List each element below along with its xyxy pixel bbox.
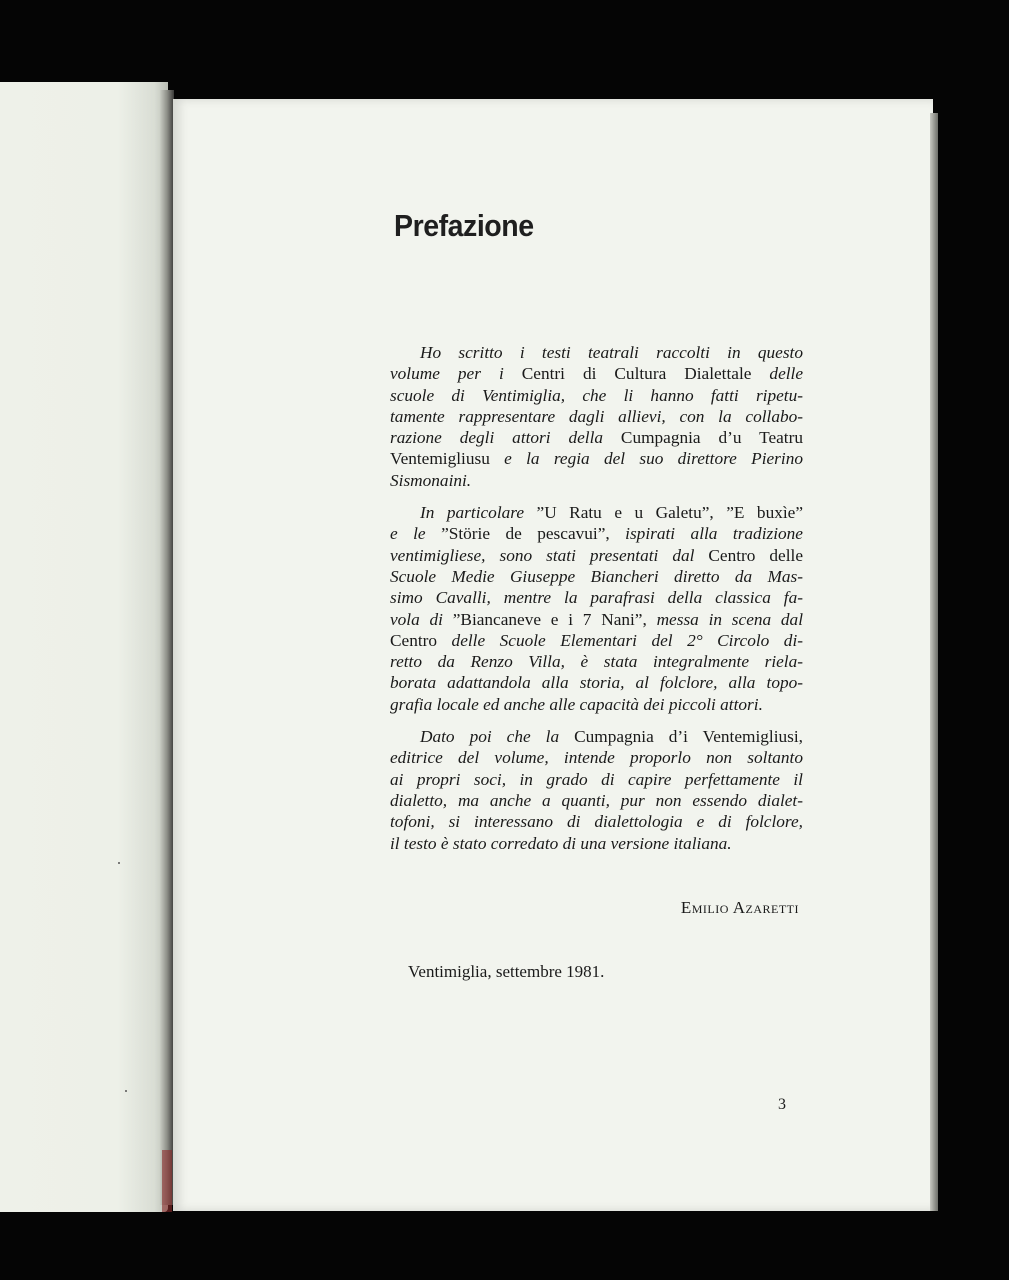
- ink-speck: [125, 1090, 127, 1092]
- text-segment: Centro: [390, 630, 452, 650]
- page-number: 3: [778, 1096, 786, 1113]
- page-edge: [930, 113, 938, 1211]
- book-gutter: [160, 90, 174, 1205]
- text-segment: dialetto, ma anche a quanti, pur non essendo dialet-: [390, 790, 803, 810]
- text-segment: e le: [390, 524, 442, 544]
- text-segment: grafia locale ed anche alle capacità dei piccoli attori.: [390, 694, 763, 714]
- text-segment: Ho scritto i testi teatrali raccolti in questo: [420, 343, 803, 362]
- text-segment: vola di: [390, 609, 453, 629]
- text-segment: volume per i: [390, 364, 522, 384]
- preface-paragraph: [390, 342, 803, 491]
- text-segment: ”U Ratu e u Galetu”, ”E buxìe”: [536, 503, 803, 523]
- author-signature: Emilio Azaretti: [680, 898, 799, 917]
- text-segment: e la regia del suo direttore Pierino: [504, 449, 803, 469]
- text-line: [390, 833, 803, 854]
- text-segment: scuole di Ventimiglia, che li hanno fatti ripetu-: [390, 385, 803, 405]
- text-segment: tofoni, si interessano di dialettologia e di folclore,: [390, 812, 803, 832]
- text-segment: messa in scena dal: [656, 609, 804, 629]
- text-segment: ispirati alla tradizione: [625, 524, 803, 544]
- text-line: [390, 747, 803, 768]
- text-segment: delle Scuole Elementari del 2° Circolo di-: [451, 630, 803, 650]
- text-line: [390, 651, 803, 672]
- text-line: [390, 630, 803, 651]
- text-segment: ”Störie de pescavui”,: [441, 524, 626, 544]
- text-segment: ”Biancaneve e i 7 Nani”,: [452, 609, 657, 629]
- text-segment: simo Cavalli, mentre la parafrasi della classica fa-: [390, 588, 803, 608]
- text-segment: ventimigliese, sono stati presentati dal: [390, 545, 709, 565]
- text-line: [390, 790, 803, 811]
- text-segment: Centri di Cultura Dialettale: [521, 364, 770, 384]
- text-line: [390, 470, 803, 491]
- text-segment: Scuole Medie Giuseppe Biancheri diretto da Mas-: [390, 566, 803, 586]
- text-segment: razione degli attori della: [390, 428, 621, 448]
- text-line: [390, 502, 803, 523]
- preface-paragraph: [390, 502, 803, 715]
- page-title: Prefazione: [394, 208, 534, 243]
- text-segment: retto da Renzo Villa, è stata integralmente riela-: [390, 652, 803, 672]
- text-line: [390, 609, 803, 630]
- preface-paragraph: [390, 726, 803, 854]
- text-line: [390, 448, 803, 469]
- text-line: [390, 342, 803, 363]
- text-segment: Sismonaini.: [390, 470, 472, 490]
- place-date-line: Ventimiglia, settembre 1981.: [408, 962, 605, 981]
- text-line: [390, 427, 803, 448]
- ink-speck: [118, 862, 120, 864]
- text-line: [390, 523, 803, 544]
- text-segment: Ventemigliusu: [390, 449, 505, 469]
- text-line: [390, 726, 803, 747]
- text-segment: In particolare: [420, 503, 537, 523]
- text-line: [390, 811, 803, 832]
- text-segment: borata adattandola alla storia, al folclore, alla topo-: [390, 673, 803, 693]
- text-line: [390, 363, 803, 384]
- text-line: [390, 587, 803, 608]
- text-segment: tamente rappresentare dagli allievi, con la collabo-: [390, 406, 803, 426]
- text-segment: editrice del volume, intende proporlo non soltanto: [390, 748, 803, 768]
- text-line: [390, 672, 803, 693]
- text-segment: Cumpagnia d’i Ventemigliusi,: [574, 727, 803, 747]
- text-segment: Dato poi che la: [420, 727, 575, 747]
- text-line: [390, 385, 803, 406]
- text-segment: Centro delle: [708, 545, 803, 565]
- text-segment: delle: [769, 364, 804, 384]
- text-line: [390, 406, 803, 427]
- text-line: [390, 545, 803, 566]
- text-segment: il testo è stato corredato di una versione italiana.: [390, 833, 732, 853]
- text-segment: Cumpagnia d’u Teatru: [620, 428, 803, 448]
- text-segment: ai propri soci, in grado di capire perfettamente il: [390, 769, 803, 789]
- text-line: [390, 566, 803, 587]
- preface-body: [390, 342, 803, 865]
- text-line: [390, 769, 803, 790]
- spine-edge: [162, 1150, 172, 1212]
- left-page: [0, 82, 168, 1212]
- text-line: [390, 694, 803, 715]
